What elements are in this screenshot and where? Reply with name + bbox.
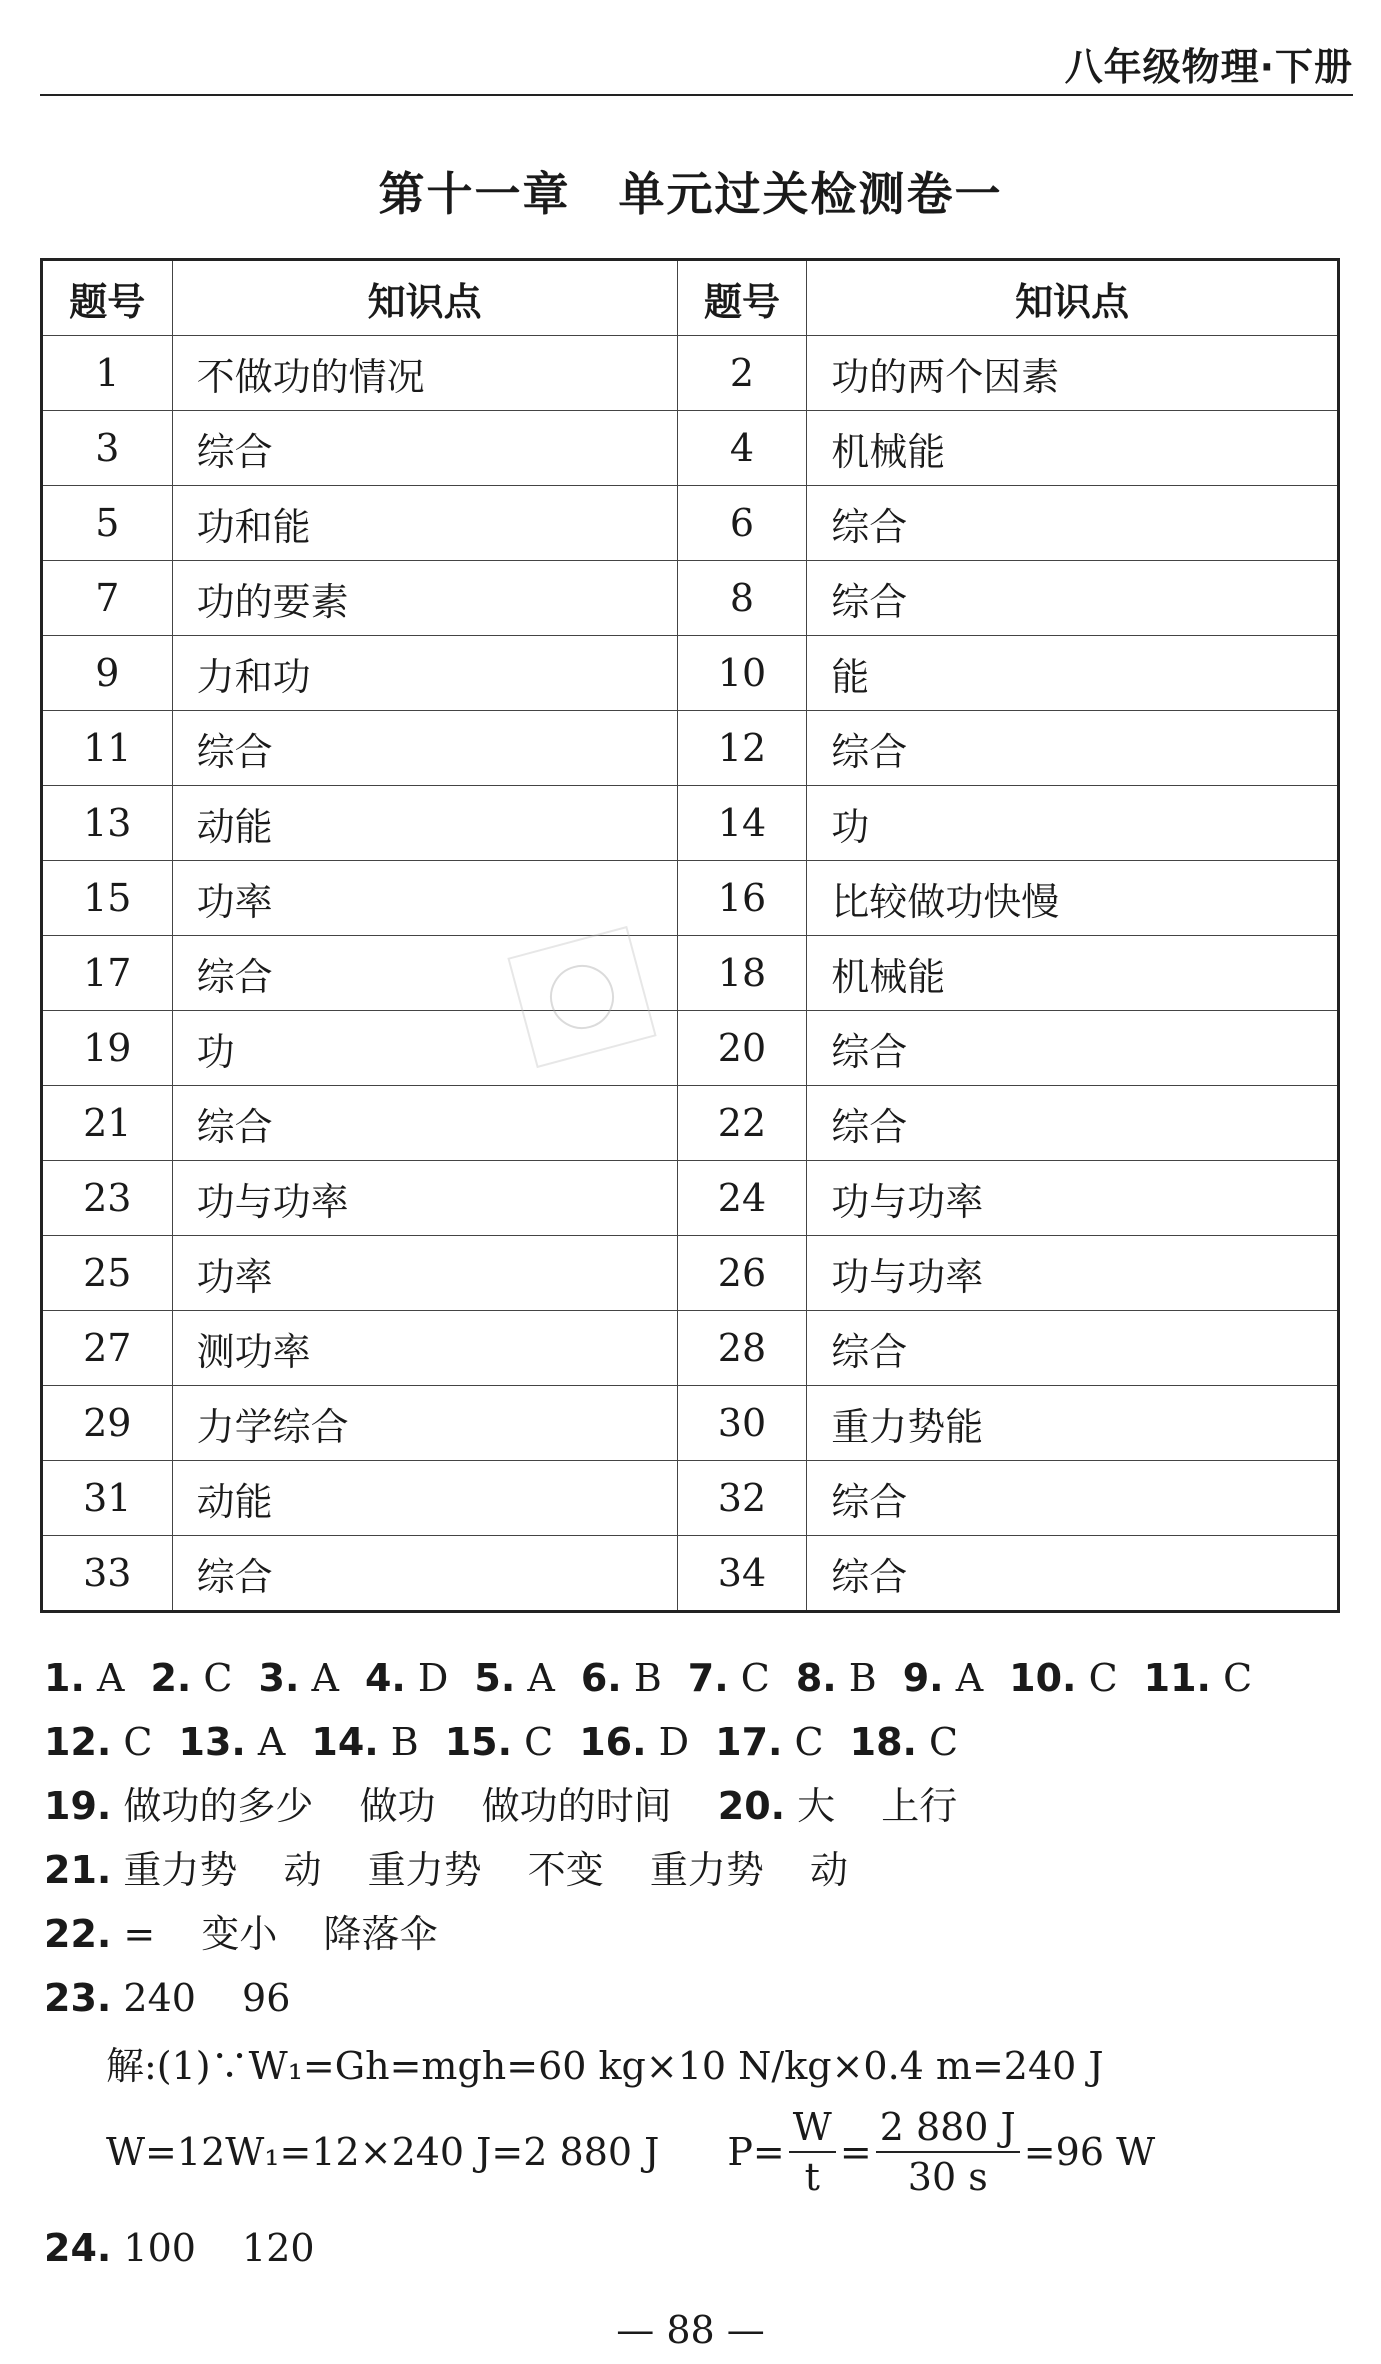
question-number: 23. [44, 1976, 112, 2020]
question-number-cell: 31 [42, 1461, 173, 1536]
question-number: 5. [474, 1656, 516, 1700]
question-number-cell: 24 [677, 1161, 807, 1236]
question-number-cell: 33 [42, 1536, 173, 1612]
page-number: — 88 — [616, 2308, 765, 2352]
question-number-cell: 28 [677, 1311, 807, 1386]
answer-text: 做功 [359, 1784, 436, 1828]
question-number-cell: 12 [677, 711, 807, 786]
choice-answer [581, 1656, 662, 1700]
question-number-cell: 3 [42, 411, 173, 486]
question-number: 4. [364, 1656, 406, 1700]
question-number-cell: 23 [42, 1161, 173, 1236]
question-number: 11. [1143, 1656, 1211, 1700]
answer-letter: C [1223, 1656, 1253, 1700]
table-row [42, 1086, 1339, 1161]
question-number-cell: 4 [677, 411, 807, 486]
solution-result: =96 W [1023, 2130, 1156, 2174]
choice-answer [579, 1720, 689, 1764]
choice-answer [150, 1656, 232, 1700]
answer-text: 变小 [201, 1912, 278, 1956]
column-header: 题号 [42, 260, 173, 336]
knowledge-point-cell: 综合 [172, 936, 677, 1011]
question-number-cell: 7 [42, 561, 173, 636]
question-number: 15. [444, 1720, 513, 1764]
answer-text: 240 [123, 1976, 196, 2020]
table-body [42, 336, 1339, 1612]
knowledge-point-cell: 综合 [172, 1086, 677, 1161]
choice-answer [44, 1720, 153, 1764]
question-number-cell: 34 [677, 1536, 807, 1612]
answer-text: 重力势 [123, 1848, 238, 1892]
choice-answer [903, 1656, 983, 1700]
answer-line-q22 [44, 1902, 1353, 1966]
answer-text: 动 [809, 1848, 848, 1892]
choice-answer [179, 1720, 286, 1764]
answer-letter: C [524, 1720, 554, 1764]
knowledge-point-cell: 力和功 [172, 636, 677, 711]
table-row [42, 1386, 1339, 1461]
column-header: 知识点 [807, 260, 1339, 336]
answer-line-q23 [44, 1966, 1353, 2030]
answer-text: 降落伞 [323, 1912, 438, 1956]
table-row [42, 711, 1339, 786]
answer-text: 不变 [527, 1848, 604, 1892]
knowledge-point-cell: 功率 [172, 861, 677, 936]
answer-letter: A [955, 1656, 984, 1700]
question-number: 9. [902, 1656, 944, 1700]
table-row [42, 411, 1339, 486]
knowledge-point-cell: 动能 [172, 786, 677, 861]
solution-line-1: 解:(1)∵W₁=Gh=mgh=60 kg×10 N/kg×0.4 m=240 J [106, 2044, 1104, 2088]
knowledge-point-cell: 综合 [807, 561, 1339, 636]
table-row [42, 1011, 1339, 1086]
question-number: 10. [1009, 1656, 1077, 1700]
knowledge-point-cell: 功 [172, 1011, 677, 1086]
table-row [42, 486, 1339, 561]
question-number-cell: 20 [677, 1011, 807, 1086]
knowledge-point-cell: 测功率 [172, 1311, 677, 1386]
answer-text: 重力势 [649, 1848, 764, 1892]
question-number: 19. [44, 1784, 112, 1828]
choice-answer [311, 1720, 418, 1764]
question-number: 16. [579, 1720, 647, 1764]
answer-text: 120 [242, 2226, 315, 2270]
table-row [42, 1536, 1339, 1612]
table-row [42, 936, 1339, 1011]
header-rule [40, 94, 1353, 96]
knowledge-point-cell: 重力势能 [807, 1386, 1339, 1461]
table-row [42, 561, 1339, 636]
choice-answer [365, 1656, 448, 1700]
answer-line-1 [44, 1646, 1353, 1710]
knowledge-point-cell: 综合 [807, 1086, 1339, 1161]
question-number-cell: 21 [42, 1086, 173, 1161]
fraction-w-over-t [789, 2103, 836, 2201]
answer-letter: C [929, 1720, 959, 1764]
question-number: 14. [311, 1720, 379, 1764]
equals-sign: = [839, 2130, 872, 2174]
question-number-cell: 18 [677, 936, 807, 1011]
table-row [42, 861, 1339, 936]
table-row [42, 636, 1339, 711]
knowledge-point-cell: 综合 [807, 1461, 1339, 1536]
table-row [42, 1236, 1339, 1311]
knowledge-point-cell: 能 [807, 636, 1339, 711]
fraction-numerator: W [789, 2103, 836, 2153]
answer-letter: C [203, 1656, 233, 1700]
answer-section [44, 1646, 1353, 2280]
answer-letter: C [1088, 1656, 1118, 1700]
answer-text: 重力势 [367, 1848, 482, 1892]
question-number: 18. [849, 1720, 917, 1764]
question-number-cell: 30 [677, 1386, 807, 1461]
knowledge-point-cell: 综合 [807, 486, 1339, 561]
answer-text: = [123, 1912, 156, 1956]
answer-line-q21 [44, 1838, 1353, 1902]
knowledge-point-cell: 功的要素 [172, 561, 677, 636]
question-number-cell: 5 [42, 486, 173, 561]
question-number-cell: 32 [677, 1461, 807, 1536]
answer-line-q24 [44, 2216, 1353, 2280]
solution-work-equation: W=12W₁=12×240 J=2 880 J [106, 2130, 660, 2174]
question-number: 24. [44, 2226, 112, 2270]
answer-letter: C [123, 1720, 153, 1764]
answer-letter: D [658, 1720, 690, 1764]
solution-power-label: P= [727, 2130, 785, 2174]
question-number-cell: 8 [677, 561, 807, 636]
answer-letter: B [848, 1656, 877, 1700]
knowledge-point-cell: 功 [807, 786, 1339, 861]
question-number: 2. [150, 1656, 192, 1700]
answer-line-2 [44, 1710, 1353, 1774]
question-number: 1. [44, 1656, 85, 1700]
answer-letter: A [257, 1720, 286, 1764]
answer-text: 上行 [881, 1784, 958, 1828]
choice-answer [715, 1720, 824, 1764]
question-number: 12. [44, 1720, 112, 1764]
fraction-denominator: 30 s [907, 2155, 988, 2199]
knowledge-point-cell: 功和能 [172, 486, 677, 561]
question-number-cell: 13 [42, 786, 173, 861]
answer-text: 100 [123, 2226, 196, 2270]
knowledge-point-cell: 综合 [807, 711, 1339, 786]
answer-line-q19-q20 [44, 1774, 1353, 1838]
knowledge-point-cell: 综合 [172, 711, 677, 786]
question-number-cell: 9 [42, 636, 173, 711]
knowledge-point-cell: 不做功的情况 [172, 336, 677, 411]
question-number-cell: 1 [42, 336, 173, 411]
table-row [42, 336, 1339, 411]
question-number: 6. [580, 1656, 622, 1700]
answer-letter: A [527, 1656, 555, 1700]
question-number-cell: 6 [677, 486, 807, 561]
knowledge-point-cell: 综合 [807, 1536, 1339, 1612]
answer-letter: B [633, 1656, 662, 1700]
answer-letter: C [794, 1720, 824, 1764]
fraction-values [876, 2103, 1020, 2201]
question-number: 20. [717, 1784, 786, 1828]
fraction-numerator: 2 880 J [876, 2103, 1020, 2153]
knowledge-point-cell: 功的两个因素 [807, 336, 1339, 411]
knowledge-point-cell: 比较做功快慢 [807, 861, 1339, 936]
knowledge-point-cell: 机械能 [807, 936, 1339, 1011]
answer-letter: D [417, 1656, 449, 1700]
knowledge-point-cell: 动能 [172, 1461, 677, 1536]
solution-line-2 [44, 2102, 1353, 2202]
choice-answer [1144, 1656, 1253, 1700]
question-number-cell: 29 [42, 1386, 173, 1461]
question-number-cell: 14 [677, 786, 807, 861]
question-number-cell: 10 [677, 636, 807, 711]
question-number: 7. [687, 1656, 729, 1700]
choice-answer [796, 1656, 877, 1700]
question-number-cell: 25 [42, 1236, 173, 1311]
knowledge-point-cell: 功与功率 [807, 1236, 1339, 1311]
answer-text: 做功的多少 [123, 1784, 314, 1828]
answer-letter: B [390, 1720, 419, 1764]
answer-text: 做功的时间 [481, 1784, 672, 1828]
table-row [42, 1161, 1339, 1236]
knowledge-point-cell: 功与功率 [172, 1161, 677, 1236]
choice-answer [688, 1656, 770, 1700]
fraction-denominator: t [804, 2155, 820, 2199]
choice-answer [1009, 1656, 1118, 1700]
question-number-cell: 17 [42, 936, 173, 1011]
question-number-cell: 22 [677, 1086, 807, 1161]
table-row [42, 786, 1339, 861]
answer-letter: A [96, 1656, 125, 1700]
question-number: 17. [715, 1720, 783, 1764]
question-number: 13. [178, 1720, 246, 1764]
answer-text: 动 [283, 1848, 322, 1892]
table-row [42, 1311, 1339, 1386]
choice-answer [44, 1656, 124, 1700]
choice-answer [474, 1656, 554, 1700]
choice-answer [850, 1720, 959, 1764]
choice-answer [445, 1720, 554, 1764]
knowledge-point-table [40, 258, 1340, 1613]
knowledge-point-cell: 功率 [172, 1236, 677, 1311]
knowledge-point-cell: 综合 [172, 411, 677, 486]
knowledge-point-cell: 机械能 [807, 411, 1339, 486]
question-number: 21. [44, 1848, 112, 1892]
column-header: 题号 [677, 260, 807, 336]
answer-letter: C [740, 1656, 770, 1700]
question-number-cell: 2 [677, 336, 807, 411]
knowledge-point-cell: 综合 [807, 1011, 1339, 1086]
column-header: 知识点 [172, 260, 677, 336]
knowledge-point-cell: 力学综合 [172, 1386, 677, 1461]
chapter-title: 第十一章 单元过关检测卷一 [378, 167, 1003, 221]
knowledge-point-cell: 综合 [172, 1536, 677, 1612]
page-header-title: 八年级物理·下册 [1064, 45, 1353, 89]
question-number-cell: 27 [42, 1311, 173, 1386]
question-number: 3. [258, 1656, 300, 1700]
table-header-row [42, 260, 1339, 336]
knowledge-point-cell: 功与功率 [807, 1161, 1339, 1236]
question-number: 8. [795, 1656, 837, 1700]
answer-text: 96 [242, 1976, 291, 2020]
table-row [42, 1461, 1339, 1536]
answer-text: 大 [797, 1784, 836, 1828]
question-number-cell: 11 [42, 711, 173, 786]
question-number-cell: 15 [42, 861, 173, 936]
answer-letter: A [311, 1656, 339, 1700]
question-number-cell: 26 [677, 1236, 807, 1311]
question-number: 22. [44, 1912, 112, 1956]
knowledge-point-cell: 综合 [807, 1311, 1339, 1386]
question-number-cell: 16 [677, 861, 807, 936]
choice-answer [259, 1656, 339, 1700]
question-number-cell: 19 [42, 1011, 173, 1086]
